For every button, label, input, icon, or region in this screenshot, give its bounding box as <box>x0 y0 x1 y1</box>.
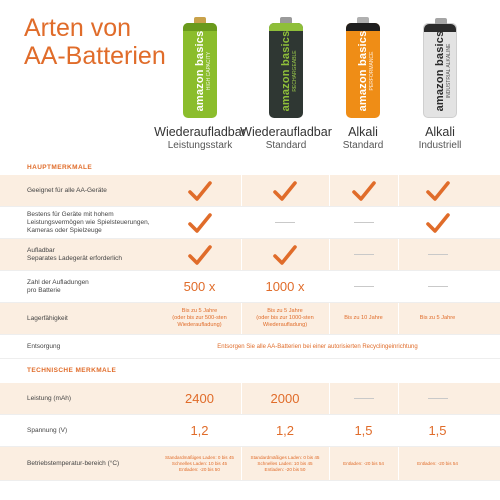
section-tech-title: TECHNISCHE MERKMALE <box>27 367 117 374</box>
checkmark-icon <box>187 244 213 266</box>
dash-icon <box>428 398 448 399</box>
battery-1-sub: HIGH CAPACITY <box>206 51 212 90</box>
column-2-desc: Standard <box>265 140 307 151</box>
checkmark-icon <box>272 180 298 202</box>
table-row-temperature <box>0 447 500 481</box>
column-4-desc: Industriell <box>418 140 462 151</box>
cell-charge-3 <box>329 239 398 270</box>
cell-power-4 <box>398 383 477 414</box>
disposal-text: Entsorgen Sie alle AA-Batterien bei einer autorisierten Recyclingeinrichtung <box>217 343 418 350</box>
row-label-storage: Lagerfähigkeit <box>27 314 68 322</box>
table-row-cycles <box>0 271 500 303</box>
checkmark-icon <box>425 212 451 234</box>
cell-storage-2 <box>241 303 329 334</box>
column-2-name: Wiederaufladbar <box>240 125 332 139</box>
cell-best-4 <box>398 207 477 238</box>
battery-2-brand: amazon basics <box>280 30 292 111</box>
section-main-title: HAUPTMERKMALE <box>27 164 93 171</box>
battery-2-image <box>269 23 303 118</box>
title-line-1: Arten von <box>24 14 132 42</box>
cell-cycles-4 <box>398 271 477 302</box>
dash-icon <box>354 254 374 255</box>
cell-power-3 <box>329 383 398 414</box>
cell-temp-1-line3: Entladen: -20 bis 50 <box>179 466 220 472</box>
title-line-2: AA-Batterien <box>24 42 166 70</box>
cell-temp-2 <box>241 447 329 480</box>
column-4-name: Alkali <box>425 125 455 139</box>
row-label-temperature: Betriebstemperatur-bereich (°C) <box>27 459 120 467</box>
dash-icon <box>428 254 448 255</box>
column-1-desc: Leistungsstark <box>167 140 233 151</box>
cell-storage-2-line1: Bis zu 5 Jahre <box>267 308 303 314</box>
battery-3-brand: amazon basics <box>357 30 369 111</box>
cell-storage-1-line3: Wiederaufladung) <box>177 322 222 328</box>
column-header-4 <box>385 125 495 152</box>
dash-icon <box>354 398 374 399</box>
table-row-aa <box>0 175 500 207</box>
checkmark-icon <box>272 244 298 266</box>
cell-temp-1 <box>158 447 241 480</box>
cell-temp-1-line1: Standardmäßiges Laden: 0 bis 45 <box>165 454 234 460</box>
cell-aa-4 <box>398 175 477 206</box>
row-label-disposal: Entsorgung <box>27 342 61 350</box>
cell-storage-4: Bis zu 5 Jahre <box>419 315 456 321</box>
row-label-voltage: Spannung (V) <box>27 426 68 434</box>
cell-temp-4: Entladen: -20 bis 54 <box>417 460 458 466</box>
checkmark-icon <box>187 212 213 234</box>
dash-icon <box>354 286 374 287</box>
cell-voltage-4: 1,5 <box>428 423 447 438</box>
dash-icon <box>354 222 374 223</box>
cell-storage-1-line1: Bis zu 5 Jahre <box>181 308 218 314</box>
cell-best-1 <box>158 207 241 238</box>
cell-voltage-3: 1,5 <box>354 423 373 438</box>
cell-temp-1-line2: Schnelles Laden: 10 bis 45 <box>171 460 228 466</box>
table-row-best <box>0 207 500 239</box>
battery-1-brand: amazon basics <box>194 30 206 111</box>
column-1-name: Wiederaufladbar <box>154 125 246 139</box>
column-3-name: Alkali <box>348 125 378 139</box>
battery-4-image <box>423 23 457 118</box>
cell-storage-1 <box>158 303 241 334</box>
battery-1-image <box>183 23 217 118</box>
row-label-charge <box>27 247 152 263</box>
row-label-best: Bestens für Geräte mit hohem Leistungsvermögen wie Spielsteuerungen, Kameras oder Spielzeuge <box>27 210 150 234</box>
cell-power-1: 2400 <box>185 391 214 406</box>
table-row-power <box>0 383 500 415</box>
cell-voltage-2: 1,2 <box>275 423 295 438</box>
table-row-charge <box>0 239 500 271</box>
cell-charge-1 <box>158 239 241 270</box>
checkmark-icon <box>187 180 213 202</box>
dash-icon <box>428 286 448 287</box>
checkmark-icon <box>425 180 451 202</box>
table-row-disposal <box>0 335 500 359</box>
cell-charge-2 <box>241 239 329 270</box>
row-label-power: Leistung (mAh) <box>27 394 72 402</box>
battery-2-sub: RECHARGEABLE <box>292 49 298 92</box>
row-label-cycles <box>27 279 152 295</box>
page-title <box>24 14 166 70</box>
cell-charge-4 <box>398 239 477 270</box>
cell-aa-3 <box>329 175 398 206</box>
battery-4-sub: INDUSTRIAL ALKALINE <box>446 43 452 98</box>
cell-voltage-1: 1,2 <box>190 423 209 438</box>
cell-storage-3: Bis zu 10 Jahre <box>344 315 383 321</box>
cell-temp-2-line2: Schnelles Laden: 10 bis 45 <box>257 460 313 466</box>
cell-aa-2 <box>241 175 329 206</box>
column-3-desc: Standard <box>342 140 384 151</box>
cell-cycles-3 <box>329 271 398 302</box>
cell-best-3 <box>329 207 398 238</box>
cell-cycles-2: 1000 x <box>265 279 305 294</box>
table-row-storage <box>0 303 500 335</box>
cell-power-2: 2000 <box>270 391 300 406</box>
cell-cycles-1: 500 x <box>183 279 216 294</box>
cell-storage-1-line2: (oder bis zur 500-sten <box>172 315 227 321</box>
cell-temp-2-line3: Entladen: -20 bis 50 <box>264 466 306 472</box>
checkmark-icon <box>351 180 377 202</box>
row-label-aa: Geeignet für alle AA-Geräte <box>27 186 107 194</box>
cell-temp-2-line1: Standardmäßiges Laden: 0 bis 45 <box>250 454 320 460</box>
dash-icon <box>275 222 295 223</box>
table-row-voltage <box>0 415 500 447</box>
cell-temp-3: Entladen: -20 bis 54 <box>343 460 384 466</box>
battery-4-brand: amazon basics <box>434 30 446 111</box>
row-label-charge-line2: Separates Ladegerät erforderlich <box>27 254 123 262</box>
battery-3-image <box>346 23 380 118</box>
row-label-cycles-line1: Zahl der Aufladungen <box>27 278 89 286</box>
cell-storage-2-line3: Wiederaufladung) <box>262 322 308 328</box>
battery-3-sub: PERFORMANCE <box>369 51 375 90</box>
row-label-charge-line1: Aufladbar <box>27 246 55 254</box>
cell-aa-1 <box>158 175 241 206</box>
cell-best-2 <box>241 207 329 238</box>
row-label-cycles-line2: pro Batterie <box>27 286 61 294</box>
cell-storage-2-line2: (oder bis zur 1000-sten <box>256 315 314 321</box>
